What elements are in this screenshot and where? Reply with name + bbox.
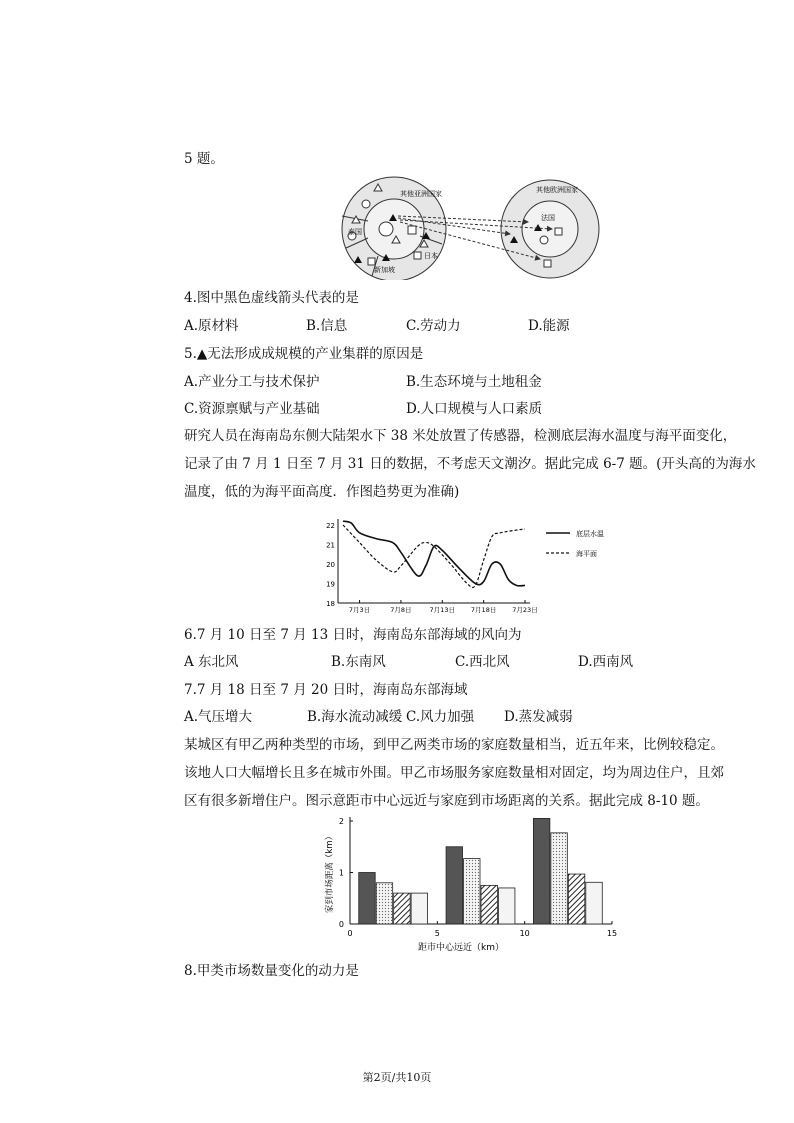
circle-symbol bbox=[379, 222, 393, 236]
x-axis-label: 距市中心远近（km） bbox=[418, 943, 504, 953]
bar-group3-series4 bbox=[586, 882, 602, 924]
q5-option-d[interactable]: D.人口规模与人口素质 bbox=[406, 401, 543, 417]
label-japan: 日本 bbox=[424, 252, 438, 260]
passage-1-line-3: 温度，低的为海平面高度．作图趋势更为准确) bbox=[184, 484, 460, 500]
x-tick-label: 7月18日 bbox=[470, 606, 497, 614]
bar-group1-series1 bbox=[359, 873, 375, 925]
page-footer: 第2页/共10页 bbox=[362, 1071, 432, 1084]
y-tick-label: 22 bbox=[326, 522, 335, 530]
market-distance-bar-chart bbox=[318, 814, 628, 958]
x-tick-label: 7月13日 bbox=[429, 606, 455, 614]
y-tick-label: 19 bbox=[326, 580, 335, 589]
x-tick-label: 7月23日 bbox=[512, 606, 538, 614]
question-4: 4.图中黑色虚线箭头代表的是 bbox=[184, 290, 359, 306]
bar-group3-series3 bbox=[568, 874, 584, 924]
q7-option-a[interactable]: A.气压增大 bbox=[184, 709, 253, 725]
x-tick-label: 7月3日 bbox=[348, 606, 371, 614]
question-8: 8.甲类市场数量变化的动力是 bbox=[184, 963, 359, 979]
x-tick-label: 5 bbox=[434, 929, 440, 938]
q4-option-c[interactable]: C.劳动力 bbox=[406, 318, 461, 334]
legend-label: 海平面 bbox=[576, 550, 597, 558]
x-tick-label: 0 bbox=[347, 929, 353, 938]
passage-2-line-2: 该地人口大幅增长且多在城市外围。甲乙市场服务家庭数量相对固定，均为周边住户，且郊 bbox=[184, 765, 724, 781]
label-singapore: 新加坡 bbox=[374, 266, 395, 274]
q5-option-a[interactable]: A.产业分工与技术保护 bbox=[184, 374, 320, 390]
q7-option-b[interactable]: B.海水流动减缓 bbox=[307, 709, 403, 725]
passage-1-line-2: 记录了由 7 月 1 日至 7 月 31 日的数据，不考虑天文潮汐。据此完成 6-7 题。(开头高的为海水 bbox=[184, 456, 756, 472]
bar-group1-series3 bbox=[394, 893, 410, 924]
bar-group3-series1 bbox=[533, 818, 549, 924]
q7-option-c[interactable]: C.风力加强 bbox=[406, 709, 475, 725]
y-axis-label: 家到市场距离（km） bbox=[325, 831, 335, 914]
q4-option-a[interactable]: A.原材料 bbox=[184, 318, 239, 334]
trade-diagram bbox=[338, 176, 608, 280]
question-7: 7.7 月 18 日至 7 月 20 日时，海南岛东部海域 bbox=[184, 682, 468, 698]
bar-group2-series4 bbox=[498, 888, 514, 924]
line-chart-legend bbox=[544, 523, 624, 563]
bar-group2-series3 bbox=[481, 885, 497, 924]
bar-group1-series2 bbox=[376, 883, 392, 924]
temperature-sea-level-chart bbox=[318, 513, 540, 617]
q4-option-b[interactable]: B.信息 bbox=[306, 318, 348, 334]
passage-2-line-1: 某城区有甲乙两种类型的市场，到甲乙两类市场的家庭数量相当，近五年来，比例较稳定。 bbox=[184, 737, 724, 753]
question-6: 6.7 月 10 日至 7 月 13 日时，海南岛东部海域的风向为 bbox=[184, 627, 522, 643]
series-line-sea-level bbox=[343, 525, 525, 587]
label-other-europe: 其他欧洲国家 bbox=[536, 186, 578, 194]
q7-option-d[interactable]: D.蒸发减弱 bbox=[504, 709, 573, 725]
q5-option-c[interactable]: C.资源禀赋与产业基础 bbox=[184, 401, 320, 417]
legend-label: 底层水温 bbox=[576, 530, 604, 538]
question-5: 5.▲无法形成成规模的产业集群的原因是 bbox=[184, 346, 424, 362]
q6-option-c[interactable]: C.西北风 bbox=[455, 654, 510, 670]
bar-group2-series1 bbox=[446, 847, 462, 924]
bar-group1-series4 bbox=[411, 893, 427, 924]
passage-1-line-1: 研究人员在海南岛东侧大陆架水下 38 米处放置了传感器，检测底层海水温度与海平面变化， bbox=[184, 428, 737, 444]
square-symbol bbox=[408, 226, 416, 234]
y-tick-label: 21 bbox=[326, 541, 335, 550]
x-tick-label: 10 bbox=[519, 929, 530, 938]
y-tick-label: 1 bbox=[338, 868, 344, 878]
y-tick-label: 18 bbox=[326, 600, 335, 608]
y-tick-label: 0 bbox=[338, 920, 344, 929]
y-tick-label: 20 bbox=[326, 561, 335, 569]
q4-option-d[interactable]: D.能源 bbox=[528, 318, 570, 334]
y-tick-label: 2 bbox=[338, 817, 344, 826]
label-thailand: 泰国 bbox=[348, 228, 362, 236]
q6-option-b[interactable]: B.东南风 bbox=[331, 654, 386, 670]
x-tick-label: 15 bbox=[606, 929, 618, 938]
bar-group2-series2 bbox=[464, 859, 480, 924]
x-tick-label: 7月8日 bbox=[390, 606, 412, 614]
intro-line: 5 题。 bbox=[184, 151, 224, 167]
q6-option-a[interactable]: A 东北风 bbox=[184, 654, 239, 670]
bar-group3-series2 bbox=[551, 833, 567, 924]
passage-2-line-3: 区有很多新增住户。图示意距市中心远近与家庭到市场距离的关系。据此完成 8-10 题。 bbox=[184, 793, 709, 809]
q6-option-d[interactable]: D.西南风 bbox=[578, 654, 634, 670]
q5-option-b[interactable]: B.生态环境与土地租金 bbox=[406, 374, 542, 390]
series-line-water-temperature bbox=[343, 521, 525, 586]
label-france: 法国 bbox=[541, 214, 555, 222]
label-other-asia: 其他亚洲国家 bbox=[400, 190, 442, 198]
